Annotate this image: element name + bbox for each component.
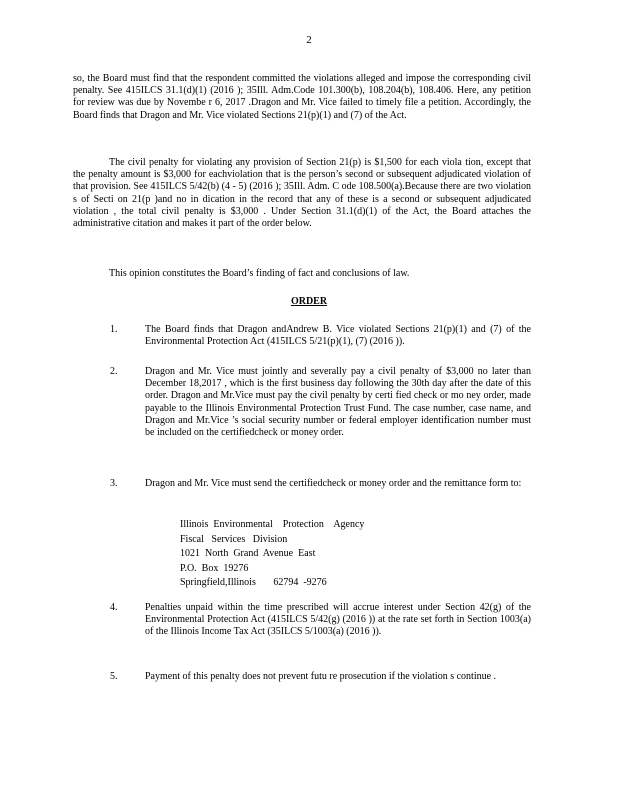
order-item-number: 1. bbox=[110, 324, 118, 335]
address-line: 1021 North Grand Avenue East bbox=[180, 548, 316, 560]
address-line: Fiscal Services Division bbox=[180, 533, 288, 545]
paragraph-board-findings: so, the Board must find that the respondent committed the violations alleged and impose the corresponding civil penalty. See 415ILCS 31.1(d)(1) (2016 ); 35Ill. Adm.Code 101.300(b), 108.204(b), 108.406. Here, any petition for review was due by Novembe r 6, 2017 .Dragon and Mr. Vice failed to timely file a petition. Accordingly, the Board finds that Dragon and Mr. Vice violated Sections 21(p)(1) and (7) of the Act. bbox=[73, 73, 531, 121]
order-item-number: 4. bbox=[110, 602, 118, 613]
order-item-number: 2. bbox=[110, 366, 118, 377]
order-heading: ORDER bbox=[290, 296, 328, 307]
remittance-address bbox=[180, 518, 364, 591]
address-line: Springfield,Illinois 62794 -9276 bbox=[180, 577, 327, 589]
order-item-text: Dragon and Mr. Vice must send the certifiedcheck or money order and the remittance form to: bbox=[145, 478, 522, 489]
order-item-text: The Board finds that Dragon andAndrew B. Vice violated Sections 21(p)(1) and (7) of the Environmental Protection Act (415ILCS 5/21(p)(1), (7) (2016 )). bbox=[145, 324, 531, 348]
address-line: Illinois Environmental Protection Agency bbox=[180, 519, 365, 530]
address-line: P.O. Box 19276 bbox=[180, 562, 249, 574]
order-item-text: Payment of this penalty does not prevent futu re prosecution if the violation s continue . bbox=[145, 671, 497, 682]
paragraph-civil-penalty: The civil penalty for violating any provision of Section 21(p) is $1,500 for each viola tion, except that the penalty amount is $3,000 for eachviolation that is the person’s second or subsequent adjudicated violation of that provision. See 415ILCS 5/42(b) (4 - 5) (2016 ); 35Ill. Adm. C ode 108.500(a).Because there are two violation s of Secti on 21(p )and no in dication in the record that any of these is a second or subsequent adjudicated violation , the total civil penalty is $3,000 . Under Section 31.1(d)(1) of the Act, the Board attaches the administrative citation and makes it part of the order below. bbox=[73, 157, 531, 230]
paragraph-opinion-statement: This opinion constitutes the Board’s finding of fact and conclusions of law. bbox=[109, 268, 410, 279]
order-item-number: 3. bbox=[110, 478, 118, 489]
order-item-text: Penalties unpaid within the time prescribed will accrue interest under Section 42(g) of the Environmental Protection Act (415ILCS 5/42(g) (2016 )) at the rate set forth in Section 1003(a) of the Illinois Income Tax Act (35ILCS 5/1003(a) (2016 )). bbox=[145, 602, 531, 638]
page-number: 2 bbox=[306, 34, 312, 46]
order-item-text: Dragon and Mr. Vice must jointly and severally pay a civil penalty of $3,000 no later than December 18,2017 , which is the first business day following the 30th day after the date of this order. Dragon and Mr.Vice must pay the civil penalty by certi fied check or mo ney order, made payable to the Illinois Environmental Protection Trust Fund. The case number, case name, and Dragon and Mr.Vice ’s social security number or federal employer identification number must be included on the certifiedcheck or money order. bbox=[145, 366, 531, 439]
order-item-number: 5. bbox=[110, 671, 118, 682]
